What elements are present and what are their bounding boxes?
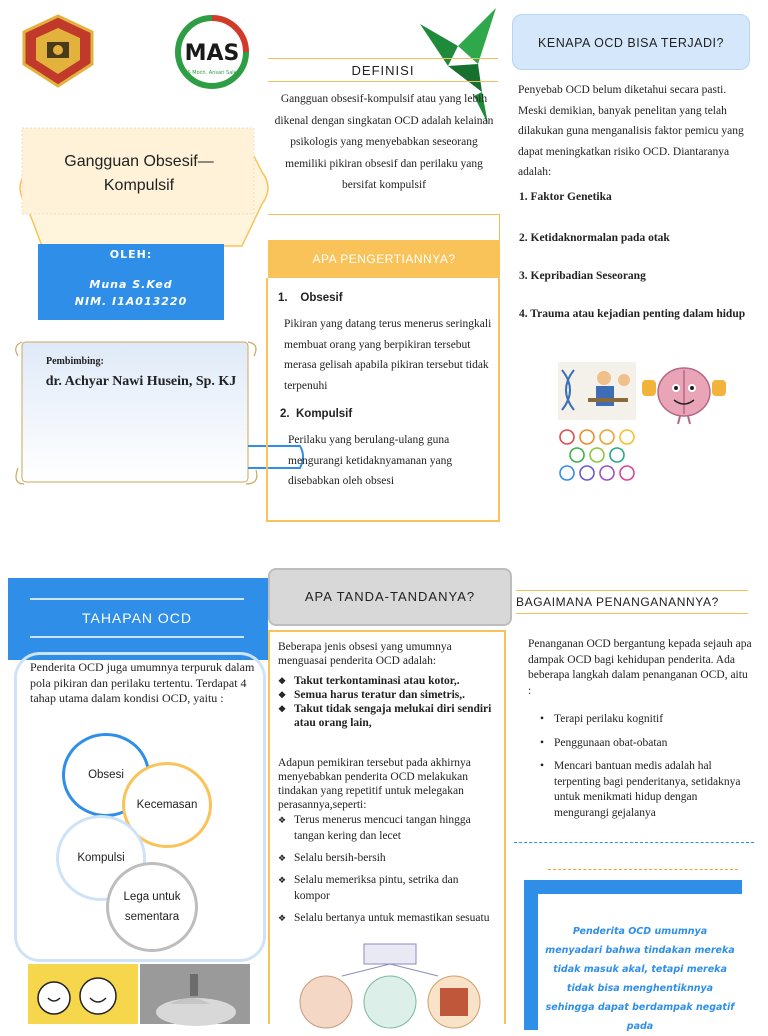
kenapa-item: 1. Faktor Genetika: [519, 191, 612, 203]
bagaimana-body: [528, 637, 752, 821]
bagaimana-intro: Penanganan OCD bergantung kepada sejauh apa dampak OCD bagi kehidupan penderita. Ada beberapa langkah dalam penanganan OCD, aitu :: [528, 638, 752, 697]
author-name: Muna S.Ked: [89, 278, 173, 291]
list-item: ❖ Takut tidak sengaja melukai diri sendiri atau orang lain,: [278, 703, 492, 729]
author-box: [38, 244, 224, 320]
list-item: • Mencari bantuan medis adalah hal terpenting bagi penderitanya, setidaknya untuk menikmati hidup dengan mengurangi gejalanya: [540, 760, 741, 819]
section-divider: [514, 842, 754, 843]
tahapan-heading: TAHAPAN OCD: [30, 598, 244, 638]
definisi-heading: DEFINISI: [268, 58, 498, 82]
list-item: ❖ Terus menerus mencuci tangan hingga tangan kering dan lecet: [278, 814, 471, 842]
supervisor-label: Pembimbing:: [46, 356, 104, 367]
quote-text: Penderita OCD umumnya menyadari bahwa tindakan mereka tidak masuk akal, tetapi mereka tidak bisa menghentiknnya sehingga dapat berdampak negatif pada: [545, 926, 735, 1032]
ocd-symptoms-illustration: [292, 940, 488, 1024]
pengertian-item-2-text: Perilaku yang berulang-ulang guna mengurangi ketidaknyamanan yang disebabkan oleh obsesi: [288, 434, 453, 487]
pengertian-item-1-head: 1. Obsesif: [278, 292, 343, 304]
pengertian-item-2-head: 2. Kompulsif: [280, 408, 353, 420]
cycle-step-lega: Lega untuk sementara: [106, 862, 198, 952]
mas-logo-text: MAS: [184, 41, 240, 66]
cycle-step-kecemasan: Kecemasan: [122, 762, 212, 848]
tahapan-text: Penderita OCD juga umumnya terpuruk dalam pola pikiran dan perilaku tertentu. Terdapat 4 tahap utama dalam kondisi OCD, yaitu :: [30, 660, 255, 705]
list-item: ❖ Selalu bersih-bersih: [278, 852, 386, 864]
kenapa-intro: Penyebab OCD belum diketahui secara pasti. Meski demikian, banyak penelitan yang telah dilakukan guna menganalisis faktor pemicu yang dapat meningkatkan risiko OCD. Diantaranya adalah:: [518, 84, 744, 178]
hand-washing-photo: [140, 964, 250, 1024]
tanda-intro: Beberapa jenis obsesi yang umumnya menguasai penderita OCD adalah:: [278, 641, 452, 667]
cartoon-people-illustration: [28, 964, 138, 1024]
cover-title-box: [12, 128, 264, 250]
pengertian-heading: APA PENGERTIANNYA?: [268, 240, 500, 278]
tanda-intro-2: Adapun pemikiran tersebut pada akhirnya menyebabkan penderita OCD melakukan tindakan yang repetitif untuk melegakan perasannya,seperti:: [278, 757, 471, 811]
section-divider: [268, 214, 500, 240]
list-item: ❖ Selalu memeriksa pintu, setrika dan kompor: [278, 874, 459, 902]
quote-box: [538, 894, 742, 1030]
author-nim: NIM. I1A013220: [74, 295, 188, 308]
supervisor-name: dr. Achyar Nawi Husein, Sp. KJ: [45, 374, 237, 389]
oleh-label: OLEH:: [109, 248, 153, 261]
mas-hospital-logo: [170, 12, 254, 92]
cycle-step-kompulsi: Kompulsi: [56, 815, 146, 901]
definisi-text: Gangguan obsesif-kompulsif atau yang lebih dikenal dengan singkatan OCD adalah kelainan psikologis yang menyebabkan seseorang memiliki pikiran obsesif dan perilaku yang bersifat kompulsif: [274, 93, 494, 191]
kenapa-heading: KENAPA OCD BISA TERJADI?: [512, 14, 750, 70]
list-item: • Terapi perilaku kognitif: [540, 713, 664, 725]
emoji-faces-grid: [558, 428, 638, 482]
tanda-heading: APA TANDA-TANDANYA?: [268, 568, 512, 626]
kenapa-item: 3. Kepribadian Seseorang: [519, 270, 646, 282]
pengertian-item-1-text: Pikiran yang datang terus menerus seringkali membuat orang yang berpikiran tersebut merasa gelisah apabila pikiran tersebut tidak terpenuhi: [284, 318, 492, 392]
bagaimana-heading: BAGAIMANA PENANGANANNYA?: [516, 590, 748, 614]
supervisor-box: [10, 336, 262, 492]
section-divider: [548, 869, 738, 870]
obsesi-list: [278, 674, 500, 730]
cover-title: Gangguan Obsesif—Kompulsif: [64, 153, 214, 194]
tindakan-list: [278, 812, 492, 926]
kenapa-item: 2. Ketidaknormalan pada otak: [519, 232, 670, 244]
kenapa-item: 4. Trauma atau kejadian penting dalam hidup: [519, 308, 746, 320]
list-item: • Penggunaan obat-obatan: [540, 736, 668, 749]
dna-brain-illustration: [558, 362, 636, 420]
pengertian-body: [266, 278, 500, 522]
cycle-step-obsesi: Obsesi: [62, 733, 150, 817]
mas-logo-subtext: RS Moch. Ansari Saleh: [184, 70, 240, 76]
thumbs-up-brain-icon: [640, 362, 728, 426]
university-seal-icon: [20, 14, 96, 88]
bagaimana-list: [528, 712, 752, 821]
list-item: ❖ Selalu bertanya untuk memastikan sesuatu: [278, 912, 490, 924]
list-item: ❖ Semua harus teratur dan simetris,.: [278, 689, 466, 701]
list-item: ❖ Takut terkontaminasi atau kotor,.: [278, 675, 460, 687]
